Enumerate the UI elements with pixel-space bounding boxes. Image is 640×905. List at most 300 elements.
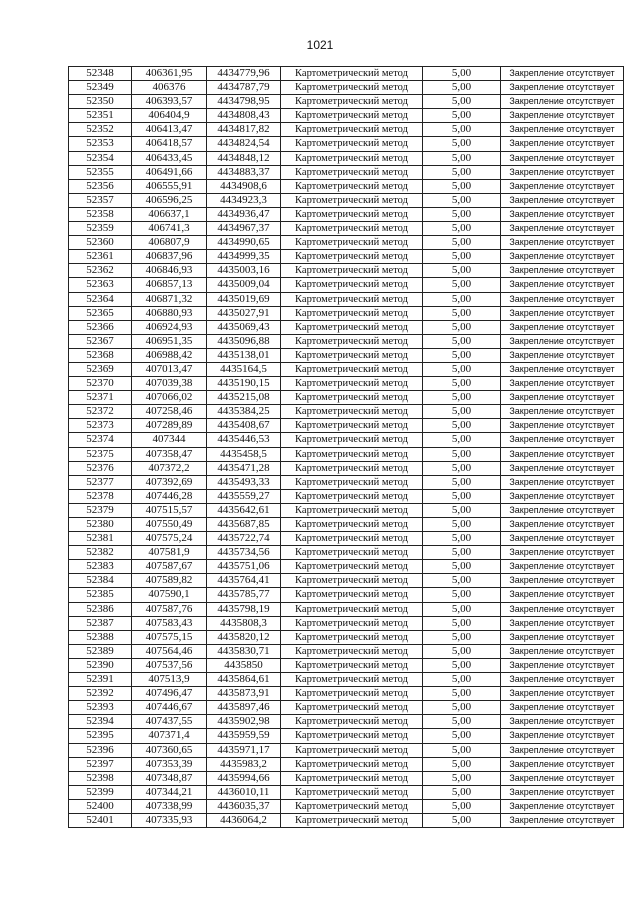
table-row xyxy=(69,109,624,123)
fixation-cell: Закрепление отсутствует xyxy=(501,362,624,376)
method-cell: Картометрический метод xyxy=(281,673,423,687)
method-cell: Картометрический метод xyxy=(281,264,423,278)
y-coordinate-cell: 4435069,43 xyxy=(207,320,281,334)
fixation-cell: Закрепление отсутствует xyxy=(501,616,624,630)
y-coordinate-cell: 4435850 xyxy=(207,658,281,672)
point-number-cell: 52356 xyxy=(69,179,132,193)
x-coordinate-cell: 406418,57 xyxy=(132,137,207,151)
point-number-cell: 52375 xyxy=(69,447,132,461)
table-row xyxy=(69,489,624,503)
x-coordinate-cell: 407589,82 xyxy=(132,574,207,588)
y-coordinate-cell: 4434936,47 xyxy=(207,207,281,221)
table-row xyxy=(69,785,624,799)
accuracy-cell: 5,00 xyxy=(423,433,501,447)
point-number-cell: 52358 xyxy=(69,207,132,221)
table-row xyxy=(69,588,624,602)
table-row xyxy=(69,405,624,419)
point-number-cell: 52382 xyxy=(69,546,132,560)
x-coordinate-cell: 406361,95 xyxy=(132,67,207,81)
method-cell: Картометрический метод xyxy=(281,236,423,250)
point-number-cell: 52379 xyxy=(69,503,132,517)
y-coordinate-cell: 4434990,65 xyxy=(207,236,281,250)
table-row xyxy=(69,193,624,207)
x-coordinate-cell: 407289,89 xyxy=(132,419,207,433)
method-cell: Картометрический метод xyxy=(281,193,423,207)
accuracy-cell: 5,00 xyxy=(423,264,501,278)
table-row xyxy=(69,602,624,616)
method-cell: Картометрический метод xyxy=(281,644,423,658)
accuracy-cell: 5,00 xyxy=(423,405,501,419)
x-coordinate-cell: 406924,93 xyxy=(132,320,207,334)
x-coordinate-cell: 406988,42 xyxy=(132,348,207,362)
table-row xyxy=(69,207,624,221)
x-coordinate-cell: 407392,69 xyxy=(132,475,207,489)
point-number-cell: 52362 xyxy=(69,264,132,278)
x-coordinate-cell: 406376 xyxy=(132,81,207,95)
table-row xyxy=(69,320,624,334)
fixation-cell: Закрепление отсутствует xyxy=(501,278,624,292)
table-row xyxy=(69,151,624,165)
method-cell: Картометрический метод xyxy=(281,785,423,799)
page-number: 1021 xyxy=(306,38,334,52)
y-coordinate-cell: 4435019,69 xyxy=(207,292,281,306)
accuracy-cell: 5,00 xyxy=(423,362,501,376)
fixation-cell: Закрепление отсутствует xyxy=(501,771,624,785)
accuracy-cell: 5,00 xyxy=(423,123,501,137)
accuracy-cell: 5,00 xyxy=(423,813,501,827)
method-cell: Картометрический метод xyxy=(281,461,423,475)
x-coordinate-cell: 407437,55 xyxy=(132,715,207,729)
table-row xyxy=(69,292,624,306)
accuracy-cell: 5,00 xyxy=(423,546,501,560)
point-number-cell: 52380 xyxy=(69,518,132,532)
table-row xyxy=(69,644,624,658)
table-row xyxy=(69,278,624,292)
accuracy-cell: 5,00 xyxy=(423,109,501,123)
point-number-cell: 52389 xyxy=(69,644,132,658)
table-body xyxy=(69,67,624,828)
point-number-cell: 52387 xyxy=(69,616,132,630)
fixation-cell: Закрепление отсутствует xyxy=(501,405,624,419)
method-cell: Картометрический метод xyxy=(281,729,423,743)
accuracy-cell: 5,00 xyxy=(423,447,501,461)
x-coordinate-cell: 407372,2 xyxy=(132,461,207,475)
y-coordinate-cell: 4434779,96 xyxy=(207,67,281,81)
method-cell: Картометрический метод xyxy=(281,518,423,532)
point-number-cell: 52355 xyxy=(69,165,132,179)
y-coordinate-cell: 4435003,16 xyxy=(207,264,281,278)
accuracy-cell: 5,00 xyxy=(423,503,501,517)
x-coordinate-cell: 406880,93 xyxy=(132,306,207,320)
accuracy-cell: 5,00 xyxy=(423,207,501,221)
method-cell: Картометрический метод xyxy=(281,250,423,264)
y-coordinate-cell: 4435722,74 xyxy=(207,532,281,546)
fixation-cell: Закрепление отсутствует xyxy=(501,222,624,236)
point-number-cell: 52369 xyxy=(69,362,132,376)
table-row xyxy=(69,348,624,362)
x-coordinate-cell: 406951,35 xyxy=(132,334,207,348)
fixation-cell: Закрепление отсутствует xyxy=(501,123,624,137)
table-row xyxy=(69,377,624,391)
fixation-cell: Закрепление отсутствует xyxy=(501,687,624,701)
table-row xyxy=(69,687,624,701)
fixation-cell: Закрепление отсутствует xyxy=(501,264,624,278)
y-coordinate-cell: 4435734,56 xyxy=(207,546,281,560)
x-coordinate-cell: 407348,87 xyxy=(132,771,207,785)
point-number-cell: 52366 xyxy=(69,320,132,334)
point-number-cell: 52378 xyxy=(69,489,132,503)
fixation-cell: Закрепление отсутствует xyxy=(501,95,624,109)
fixation-cell: Закрепление отсутствует xyxy=(501,673,624,687)
point-number-cell: 52374 xyxy=(69,433,132,447)
table-row xyxy=(69,658,624,672)
y-coordinate-cell: 4435798,19 xyxy=(207,602,281,616)
accuracy-cell: 5,00 xyxy=(423,715,501,729)
y-coordinate-cell: 4435009,04 xyxy=(207,278,281,292)
accuracy-cell: 5,00 xyxy=(423,461,501,475)
x-coordinate-cell: 407344 xyxy=(132,433,207,447)
x-coordinate-cell: 407066,02 xyxy=(132,391,207,405)
accuracy-cell: 5,00 xyxy=(423,644,501,658)
accuracy-cell: 5,00 xyxy=(423,306,501,320)
point-number-cell: 52353 xyxy=(69,137,132,151)
table-row xyxy=(69,503,624,517)
x-coordinate-cell: 406555,91 xyxy=(132,179,207,193)
y-coordinate-cell: 4436035,37 xyxy=(207,799,281,813)
accuracy-cell: 5,00 xyxy=(423,687,501,701)
point-number-cell: 52385 xyxy=(69,588,132,602)
x-coordinate-cell: 406741,3 xyxy=(132,222,207,236)
point-number-cell: 52377 xyxy=(69,475,132,489)
table-row xyxy=(69,362,624,376)
fixation-cell: Закрепление отсутствует xyxy=(501,518,624,532)
x-coordinate-cell: 406393,57 xyxy=(132,95,207,109)
x-coordinate-cell: 407513,9 xyxy=(132,673,207,687)
table-row xyxy=(69,137,624,151)
x-coordinate-cell: 407039,38 xyxy=(132,377,207,391)
coordinates-table xyxy=(68,66,624,828)
accuracy-cell: 5,00 xyxy=(423,419,501,433)
y-coordinate-cell: 4434923,3 xyxy=(207,193,281,207)
y-coordinate-cell: 4435820,12 xyxy=(207,630,281,644)
x-coordinate-cell: 407358,47 xyxy=(132,447,207,461)
method-cell: Картометрический метод xyxy=(281,715,423,729)
method-cell: Картометрический метод xyxy=(281,701,423,715)
table-row xyxy=(69,757,624,771)
table-row xyxy=(69,701,624,715)
accuracy-cell: 5,00 xyxy=(423,743,501,757)
table-row xyxy=(69,447,624,461)
accuracy-cell: 5,00 xyxy=(423,588,501,602)
table-row xyxy=(69,729,624,743)
fixation-cell: Закрепление отсутствует xyxy=(501,179,624,193)
x-coordinate-cell: 407581,9 xyxy=(132,546,207,560)
y-coordinate-cell: 4435138,01 xyxy=(207,348,281,362)
y-coordinate-cell: 4435384,25 xyxy=(207,405,281,419)
y-coordinate-cell: 4435751,06 xyxy=(207,560,281,574)
point-number-cell: 52401 xyxy=(69,813,132,827)
fixation-cell: Закрепление отсутствует xyxy=(501,475,624,489)
x-coordinate-cell: 407335,93 xyxy=(132,813,207,827)
y-coordinate-cell: 4435897,46 xyxy=(207,701,281,715)
method-cell: Картометрический метод xyxy=(281,109,423,123)
table-row xyxy=(69,546,624,560)
fixation-cell: Закрепление отсутствует xyxy=(501,799,624,813)
fixation-cell: Закрепление отсутствует xyxy=(501,658,624,672)
fixation-cell: Закрепление отсутствует xyxy=(501,391,624,405)
x-coordinate-cell: 407353,39 xyxy=(132,757,207,771)
accuracy-cell: 5,00 xyxy=(423,785,501,799)
accuracy-cell: 5,00 xyxy=(423,81,501,95)
y-coordinate-cell: 4434824,54 xyxy=(207,137,281,151)
y-coordinate-cell: 4435994,66 xyxy=(207,771,281,785)
accuracy-cell: 5,00 xyxy=(423,658,501,672)
table-row xyxy=(69,250,624,264)
accuracy-cell: 5,00 xyxy=(423,602,501,616)
table-row xyxy=(69,165,624,179)
x-coordinate-cell: 406491,66 xyxy=(132,165,207,179)
y-coordinate-cell: 4434848,12 xyxy=(207,151,281,165)
fixation-cell: Закрепление отсутствует xyxy=(501,320,624,334)
y-coordinate-cell: 4435830,71 xyxy=(207,644,281,658)
method-cell: Картометрический метод xyxy=(281,377,423,391)
point-number-cell: 52367 xyxy=(69,334,132,348)
x-coordinate-cell: 406404,9 xyxy=(132,109,207,123)
accuracy-cell: 5,00 xyxy=(423,532,501,546)
y-coordinate-cell: 4435408,67 xyxy=(207,419,281,433)
method-cell: Картометрический метод xyxy=(281,813,423,827)
x-coordinate-cell: 406596,25 xyxy=(132,193,207,207)
method-cell: Картометрический метод xyxy=(281,81,423,95)
accuracy-cell: 5,00 xyxy=(423,348,501,362)
x-coordinate-cell: 407575,24 xyxy=(132,532,207,546)
point-number-cell: 52368 xyxy=(69,348,132,362)
method-cell: Картометрический метод xyxy=(281,447,423,461)
method-cell: Картометрический метод xyxy=(281,658,423,672)
table-row xyxy=(69,264,624,278)
table-row xyxy=(69,334,624,348)
fixation-cell: Закрепление отсутствует xyxy=(501,560,624,574)
accuracy-cell: 5,00 xyxy=(423,292,501,306)
accuracy-cell: 5,00 xyxy=(423,630,501,644)
point-number-cell: 52364 xyxy=(69,292,132,306)
table-row xyxy=(69,799,624,813)
method-cell: Картометрический метод xyxy=(281,362,423,376)
accuracy-cell: 5,00 xyxy=(423,377,501,391)
table-row xyxy=(69,630,624,644)
y-coordinate-cell: 4435215,08 xyxy=(207,391,281,405)
point-number-cell: 52395 xyxy=(69,729,132,743)
table-row xyxy=(69,236,624,250)
point-number-cell: 52363 xyxy=(69,278,132,292)
y-coordinate-cell: 4435971,17 xyxy=(207,743,281,757)
point-number-cell: 52365 xyxy=(69,306,132,320)
point-number-cell: 52348 xyxy=(69,67,132,81)
fixation-cell: Закрепление отсутствует xyxy=(501,461,624,475)
method-cell: Картометрический метод xyxy=(281,123,423,137)
fixation-cell: Закрепление отсутствует xyxy=(501,250,624,264)
y-coordinate-cell: 4435808,3 xyxy=(207,616,281,630)
fixation-cell: Закрепление отсутствует xyxy=(501,137,624,151)
x-coordinate-cell: 407537,56 xyxy=(132,658,207,672)
accuracy-cell: 5,00 xyxy=(423,165,501,179)
table-row xyxy=(69,95,624,109)
point-number-cell: 52388 xyxy=(69,630,132,644)
y-coordinate-cell: 4434817,82 xyxy=(207,123,281,137)
fixation-cell: Закрепление отсутствует xyxy=(501,644,624,658)
method-cell: Картометрический метод xyxy=(281,771,423,785)
y-coordinate-cell: 4435873,91 xyxy=(207,687,281,701)
point-number-cell: 52396 xyxy=(69,743,132,757)
fixation-cell: Закрепление отсутствует xyxy=(501,334,624,348)
point-number-cell: 52376 xyxy=(69,461,132,475)
point-number-cell: 52357 xyxy=(69,193,132,207)
accuracy-cell: 5,00 xyxy=(423,701,501,715)
accuracy-cell: 5,00 xyxy=(423,574,501,588)
method-cell: Картометрический метод xyxy=(281,306,423,320)
table-row xyxy=(69,673,624,687)
y-coordinate-cell: 4435959,59 xyxy=(207,729,281,743)
y-coordinate-cell: 4435190,15 xyxy=(207,377,281,391)
point-number-cell: 52354 xyxy=(69,151,132,165)
y-coordinate-cell: 4434798,95 xyxy=(207,95,281,109)
point-number-cell: 52400 xyxy=(69,799,132,813)
fixation-cell: Закрепление отсутствует xyxy=(501,701,624,715)
fixation-cell: Закрепление отсутствует xyxy=(501,729,624,743)
method-cell: Картометрический метод xyxy=(281,405,423,419)
method-cell: Картометрический метод xyxy=(281,292,423,306)
y-coordinate-cell: 4435642,61 xyxy=(207,503,281,517)
accuracy-cell: 5,00 xyxy=(423,729,501,743)
x-coordinate-cell: 407496,47 xyxy=(132,687,207,701)
x-coordinate-cell: 407344,21 xyxy=(132,785,207,799)
method-cell: Картометрический метод xyxy=(281,165,423,179)
point-number-cell: 52397 xyxy=(69,757,132,771)
fixation-cell: Закрепление отсутствует xyxy=(501,292,624,306)
fixation-cell: Закрепление отсутствует xyxy=(501,715,624,729)
point-number-cell: 52390 xyxy=(69,658,132,672)
fixation-cell: Закрепление отсутствует xyxy=(501,165,624,179)
y-coordinate-cell: 4435864,61 xyxy=(207,673,281,687)
x-coordinate-cell: 407515,57 xyxy=(132,503,207,517)
table-row xyxy=(69,123,624,137)
x-coordinate-cell: 407590,1 xyxy=(132,588,207,602)
x-coordinate-cell: 407338,99 xyxy=(132,799,207,813)
table-row xyxy=(69,743,624,757)
accuracy-cell: 5,00 xyxy=(423,475,501,489)
fixation-cell: Закрепление отсутствует xyxy=(501,67,624,81)
table-row xyxy=(69,67,624,81)
fixation-cell: Закрепление отсутствует xyxy=(501,236,624,250)
point-number-cell: 52381 xyxy=(69,532,132,546)
y-coordinate-cell: 4435446,53 xyxy=(207,433,281,447)
method-cell: Картометрический метод xyxy=(281,743,423,757)
accuracy-cell: 5,00 xyxy=(423,193,501,207)
table-row xyxy=(69,771,624,785)
x-coordinate-cell: 406433,45 xyxy=(132,151,207,165)
fixation-cell: Закрепление отсутствует xyxy=(501,630,624,644)
point-number-cell: 52383 xyxy=(69,560,132,574)
x-coordinate-cell: 407446,67 xyxy=(132,701,207,715)
fixation-cell: Закрепление отсутствует xyxy=(501,306,624,320)
x-coordinate-cell: 407587,76 xyxy=(132,602,207,616)
y-coordinate-cell: 4434967,37 xyxy=(207,222,281,236)
method-cell: Картометрический метод xyxy=(281,616,423,630)
x-coordinate-cell: 406807,9 xyxy=(132,236,207,250)
fixation-cell: Закрепление отсутствует xyxy=(501,377,624,391)
accuracy-cell: 5,00 xyxy=(423,151,501,165)
accuracy-cell: 5,00 xyxy=(423,560,501,574)
y-coordinate-cell: 4435902,98 xyxy=(207,715,281,729)
y-coordinate-cell: 4434808,43 xyxy=(207,109,281,123)
fixation-cell: Закрепление отсутствует xyxy=(501,433,624,447)
fixation-cell: Закрепление отсутствует xyxy=(501,207,624,221)
method-cell: Картометрический метод xyxy=(281,574,423,588)
point-number-cell: 52394 xyxy=(69,715,132,729)
y-coordinate-cell: 4435785,77 xyxy=(207,588,281,602)
point-number-cell: 52370 xyxy=(69,377,132,391)
fixation-cell: Закрепление отсутствует xyxy=(501,503,624,517)
x-coordinate-cell: 407446,28 xyxy=(132,489,207,503)
point-number-cell: 52372 xyxy=(69,405,132,419)
point-number-cell: 52359 xyxy=(69,222,132,236)
method-cell: Картометрический метод xyxy=(281,630,423,644)
point-number-cell: 52399 xyxy=(69,785,132,799)
x-coordinate-cell: 406846,93 xyxy=(132,264,207,278)
table-row xyxy=(69,574,624,588)
point-number-cell: 52350 xyxy=(69,95,132,109)
fixation-cell: Закрепление отсутствует xyxy=(501,813,624,827)
y-coordinate-cell: 4435164,5 xyxy=(207,362,281,376)
table-row xyxy=(69,532,624,546)
accuracy-cell: 5,00 xyxy=(423,799,501,813)
table-row xyxy=(69,715,624,729)
x-coordinate-cell: 406837,96 xyxy=(132,250,207,264)
fixation-cell: Закрепление отсутствует xyxy=(501,109,624,123)
table-row xyxy=(69,222,624,236)
y-coordinate-cell: 4434999,35 xyxy=(207,250,281,264)
method-cell: Картометрический метод xyxy=(281,799,423,813)
point-number-cell: 52351 xyxy=(69,109,132,123)
fixation-cell: Закрепление отсутствует xyxy=(501,447,624,461)
y-coordinate-cell: 4435096,88 xyxy=(207,334,281,348)
fixation-cell: Закрепление отсутствует xyxy=(501,489,624,503)
y-coordinate-cell: 4434787,79 xyxy=(207,81,281,95)
fixation-cell: Закрепление отсутствует xyxy=(501,419,624,433)
accuracy-cell: 5,00 xyxy=(423,137,501,151)
method-cell: Картометрический метод xyxy=(281,588,423,602)
fixation-cell: Закрепление отсутствует xyxy=(501,151,624,165)
y-coordinate-cell: 4435764,41 xyxy=(207,574,281,588)
x-coordinate-cell: 407371,4 xyxy=(132,729,207,743)
accuracy-cell: 5,00 xyxy=(423,616,501,630)
accuracy-cell: 5,00 xyxy=(423,771,501,785)
method-cell: Картометрический метод xyxy=(281,95,423,109)
point-number-cell: 52352 xyxy=(69,123,132,137)
fixation-cell: Закрепление отсутствует xyxy=(501,546,624,560)
point-number-cell: 52384 xyxy=(69,574,132,588)
accuracy-cell: 5,00 xyxy=(423,179,501,193)
x-coordinate-cell: 406857,13 xyxy=(132,278,207,292)
method-cell: Картометрический метод xyxy=(281,475,423,489)
method-cell: Картометрический метод xyxy=(281,687,423,701)
table-row xyxy=(69,306,624,320)
accuracy-cell: 5,00 xyxy=(423,518,501,532)
fixation-cell: Закрепление отсутствует xyxy=(501,743,624,757)
fixation-cell: Закрепление отсутствует xyxy=(501,348,624,362)
fixation-cell: Закрепление отсутствует xyxy=(501,532,624,546)
y-coordinate-cell: 4436064,2 xyxy=(207,813,281,827)
